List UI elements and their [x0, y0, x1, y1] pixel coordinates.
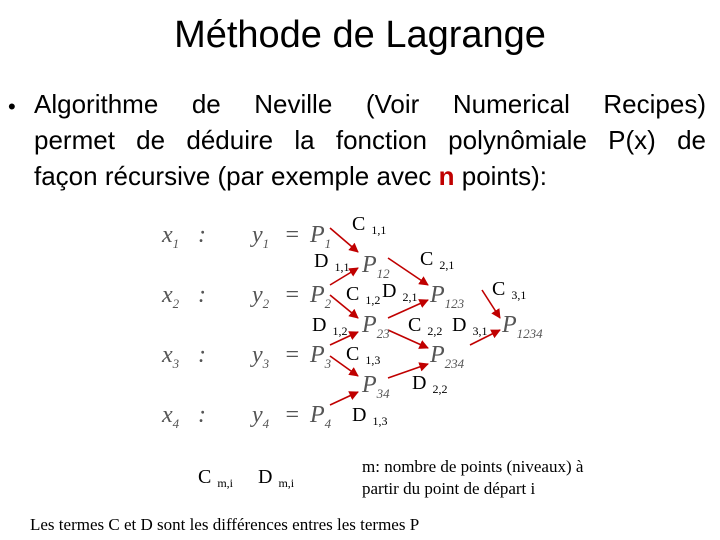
row-3-p: $P_3$ [310, 342, 332, 371]
node-p123: $P_{123}$ [430, 282, 465, 311]
bullet-line-3-before: façon récursive (par exemple avec [34, 161, 439, 191]
row-3-y: $y_3$ [252, 342, 270, 371]
row-4-equals: = [284, 402, 301, 428]
node-p12: $P_{12}$ [362, 252, 390, 281]
row-1-y: $y_1$ [252, 222, 270, 251]
legend-note-line-1: m: nombre de points (niveaux) à [362, 457, 584, 476]
node-p234: $P_{234}$ [430, 342, 465, 371]
node-p1234: $P_{1234}$ [502, 312, 543, 341]
row-2-p: $P_2$ [310, 282, 332, 311]
bullet-line-3-after: points): [454, 161, 548, 191]
row-1-equals: = [284, 222, 301, 248]
node-p23: $P_{23}$ [362, 312, 390, 341]
legend-c-mi: C $_{m,i}$ [198, 466, 234, 490]
bullet-line-1: Algorithme de Neville (Voir Numerical Recipes) [34, 89, 706, 119]
row-4-colon: : [198, 402, 206, 428]
row-1-x: $x_1$ [162, 222, 180, 251]
row-2-equals: = [284, 282, 301, 308]
label-c11: C $_{1,1}$ [352, 213, 387, 237]
row-3-x: $x_3$ [162, 342, 180, 371]
page-title: Méthode de Lagrange [174, 14, 546, 56]
legend-d-mi: D $_{m,i}$ [258, 466, 295, 490]
legend-note [362, 456, 583, 500]
label-c31: C $_{3,1}$ [492, 278, 527, 302]
row-2-y: $y_2$ [252, 282, 270, 311]
label-c21: C $_{2,1}$ [420, 248, 455, 272]
row-3-equals: = [284, 342, 301, 368]
label-d13: D $_{1,3}$ [352, 404, 388, 428]
label-d21: D $_{2,1}$ [382, 280, 418, 304]
label-d12: D $_{1,2}$ [312, 314, 348, 338]
row-4-p: $P_4$ [310, 402, 332, 431]
row-4-x: $x_4$ [162, 402, 180, 431]
row-2-colon: : [198, 282, 206, 308]
row-1-colon: : [198, 222, 206, 248]
row-1-p: $P_1$ [310, 222, 332, 251]
label-c13: C $_{1,3}$ [346, 343, 381, 367]
highlight-n: n [438, 161, 455, 191]
row-2-x: $x_2$ [162, 282, 180, 311]
label-c22: C $_{2,2}$ [408, 314, 443, 338]
node-p34: $P_{34}$ [362, 372, 390, 401]
legend-note-line-2: partir du point de départ i [362, 479, 536, 498]
bullet-dot-icon: • [8, 94, 16, 119]
label-d22: D $_{2,2}$ [412, 372, 448, 396]
label-c12: C $_{1,2}$ [346, 283, 381, 307]
row-4-y: $y_4$ [252, 402, 270, 431]
row-3-colon: : [198, 342, 206, 368]
label-d11: D $_{1,1}$ [314, 250, 350, 274]
label-d31: D $_{3,1}$ [452, 314, 488, 338]
footer-text: Les termes C et D sont les différences entres les termes P [30, 515, 420, 534]
bullet-line-2: permet de déduire la fonction polynômiale P(x) de [34, 125, 706, 155]
